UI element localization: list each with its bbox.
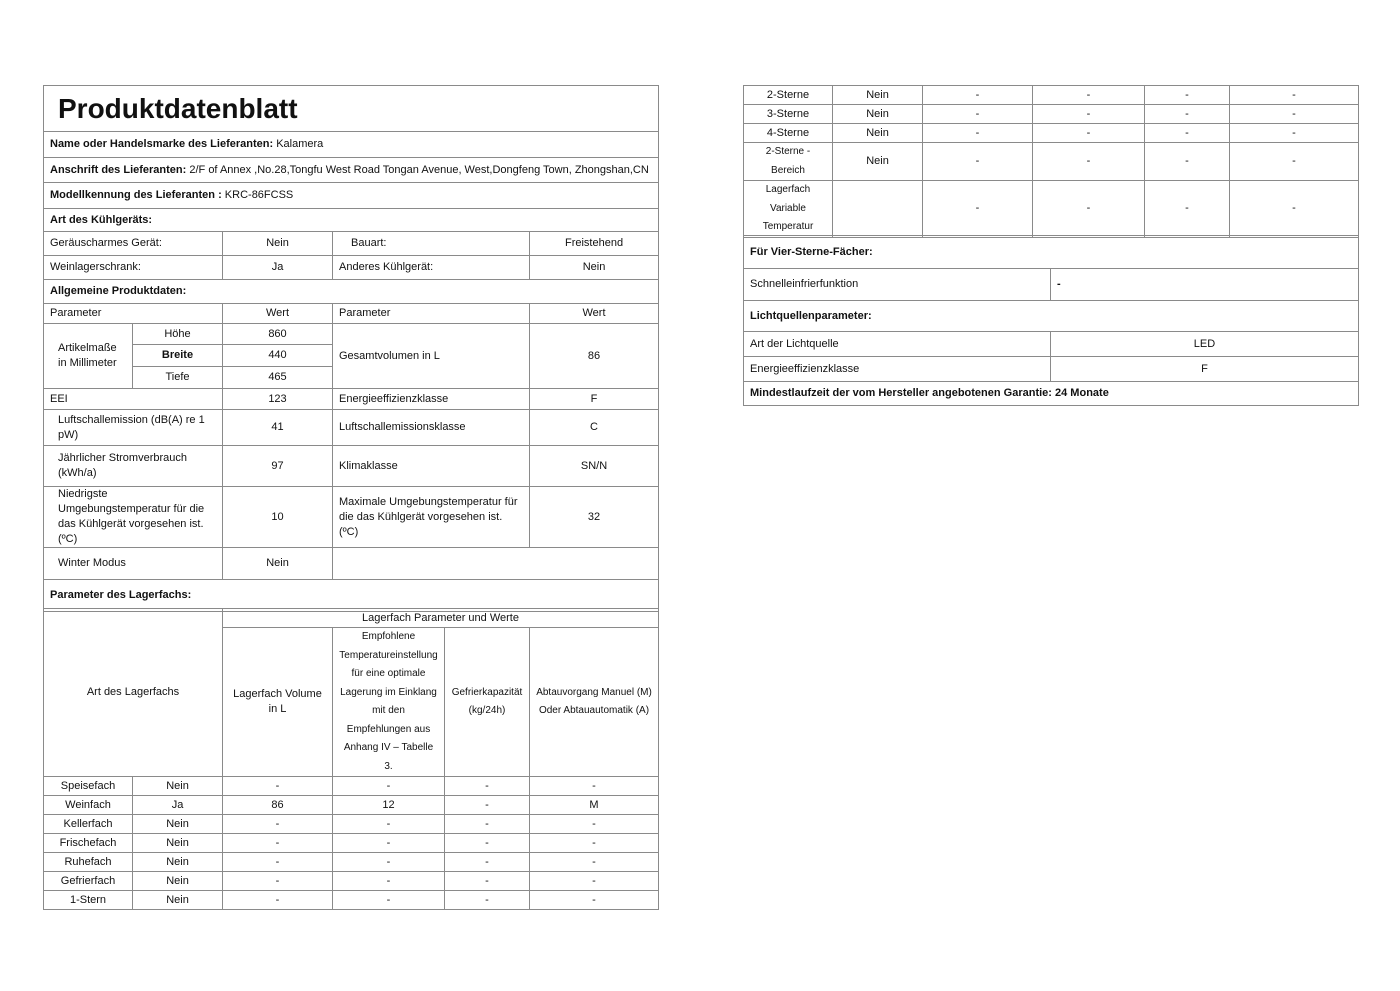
compartment-row: Frischefach Nein - - - -: [44, 834, 659, 853]
compartment-row: 4-Sterne Nein - - - -: [744, 124, 1359, 143]
four-star-heading: Für Vier-Sterne-Fächer:: [744, 236, 1359, 269]
total-volume-value: 86: [530, 324, 659, 389]
device-type-row: Geräuscharmes Gerät: Nein Bauart: Freistehend: [44, 232, 659, 256]
general-heading: Allgemeine Produktdaten:: [44, 280, 659, 304]
general-row: Niedrigste Umgebungstemperatur für die das Kühlgerät vorgesehen ist. (ºC) 10 Maximale Umgebungstemperatur für die das Kühlgerät vorgesehen ist. (ºC) 32: [44, 487, 659, 548]
compartments-heading: Parameter des Lagerfachs:: [44, 580, 659, 612]
total-volume-label: Gesamtvolumen in L: [333, 324, 530, 389]
general-row: Jährlicher Stromverbrauch (kWh/a) 97 Klimaklasse SN/N: [44, 446, 659, 487]
device-type-row: Weinlagerschrank: Ja Anderes Kühlgerät: Nein: [44, 256, 659, 280]
supplier-model: Modellkennung des Lieferanten : KRC-86FCSS: [44, 183, 659, 209]
fast-freeze-value: -: [1051, 269, 1359, 301]
compartments-table-left: Art des Lagerfachs Lagerfach Parameter und Werte Lagerfach Volume in L Empfohlene Temperatureinstellung für eine optimale Lagerung im Einklang mit den Empfehlungen aus Anhang IV – Tabelle 3. Gefrierkapazität (kg/24h) Abtauvorgang Manuel (M) Oder Abtauautomatik (A) Speisefach Nein - - - - Weinfach Ja 86 12 - M Kellerfach Nein - - - - Frischefach Nein - - - - Ruhefach Nein - - - - Gefrierfach Nein - - - - 1-Stern Nein - - - -: [43, 608, 659, 910]
compartment-row: Kellerfach Nein - - - -: [44, 815, 659, 834]
compartment-row: Ruhefach Nein - - - -: [44, 853, 659, 872]
general-row: Luftschallemission (dB(A) re 1 pW) 41 Luftschallemissionsklasse C: [44, 410, 659, 446]
compartment-row: Weinfach Ja 86 12 - M: [44, 796, 659, 815]
general-row: EEI 123 Energieeffizienzklasse F: [44, 389, 659, 410]
extra-params-table: [743, 235, 1359, 406]
supplier-name: Name oder Handelsmarke des Lieferanten: Kalamera: [44, 132, 659, 158]
compartment-group-header: Lagerfach Parameter und Werte: [223, 609, 659, 628]
compartment-row: Gefrierfach Nein - - - -: [44, 872, 659, 891]
light-type-label: Art der Lichtquelle: [744, 332, 1051, 357]
light-class-value: F: [1051, 357, 1359, 382]
fast-freeze-label: Schnelleinfrierfunktion: [744, 269, 1051, 301]
dims-label: Artikelmaße in Millimeter: [44, 324, 133, 389]
general-header-row: Parameter Wert Parameter Wert: [44, 304, 659, 324]
compartment-row: 1-Stern Nein - - - -: [44, 891, 659, 910]
page-title: Produktdatenblatt: [44, 86, 659, 132]
warranty: Mindestlaufzeit der vom Hersteller angebotenen Garantie: 24 Monate: [744, 382, 1359, 406]
compartments-table-right: [743, 85, 1359, 238]
compartment-row: 3-Sterne Nein - - - -: [744, 105, 1359, 124]
compartment-row: Speisefach Nein - - - -: [44, 777, 659, 796]
light-heading: Lichtquellenparameter:: [744, 301, 1359, 332]
compartment-type-header: Art des Lagerfachs: [44, 609, 223, 777]
general-row: Winter Modus Nein: [44, 548, 659, 580]
light-type-value: LED: [1051, 332, 1359, 357]
light-class-label: Energieeffizienzklasse: [744, 357, 1051, 382]
compartment-row: Lagerfach Variable Temperatur - - - -: [744, 181, 1359, 238]
device-type-heading: Art des Kühlgeräts:: [44, 209, 659, 232]
datasheet-left-table: Produktdatenblatt Name oder Handelsmarke des Lieferanten: Kalamera Anschrift des Lieferanten: 2/F of Annex ,No.28,Tongfu West Road Tongan Avenue, West,Dongfeng Town, Zhongshan,CN Modellkennung des Lieferanten : KRC-86FCSS Art des Kühlgeräts: Geräuscharmes Gerät: Nein Bauart: Freistehend Weinlagerschrank: Ja Anderes Kühlgerät: Nein Allgemeine Produktdaten: Parameter Wert Parameter Wert Artikelmaße in Millimeter Höhe 860 Gesamtvolumen in L 86 Breite 440 Tiefe 465 EEI 123 Energieeffizienzklasse F Luftschallemission (dB(A) re 1 pW) 41 Luftschallemissionsklasse C Jährlicher Stromverbrauch (kWh/a) 97 Klimaklasse SN/N Niedrigste Umgebungstemperatur für die das Kühlgerät vorgesehen ist. (ºC) 10 Maximale Umgebungstemperatur für die das Kühlgerät vorgesehen ist. (ºC) 32 Winter Modus Nein Parameter des Lagerfachs:: [43, 85, 659, 612]
compartment-row: 2-Sterne Nein - - - -: [744, 86, 1359, 105]
supplier-address: Anschrift des Lieferanten: 2/F of Annex ,No.28,Tongfu West Road Tongan Avenue, West,Dongfeng Town, Zhongshan,CN: [44, 158, 659, 183]
compartment-row: 2-Sterne - Bereich Nein - - - -: [744, 143, 1359, 181]
